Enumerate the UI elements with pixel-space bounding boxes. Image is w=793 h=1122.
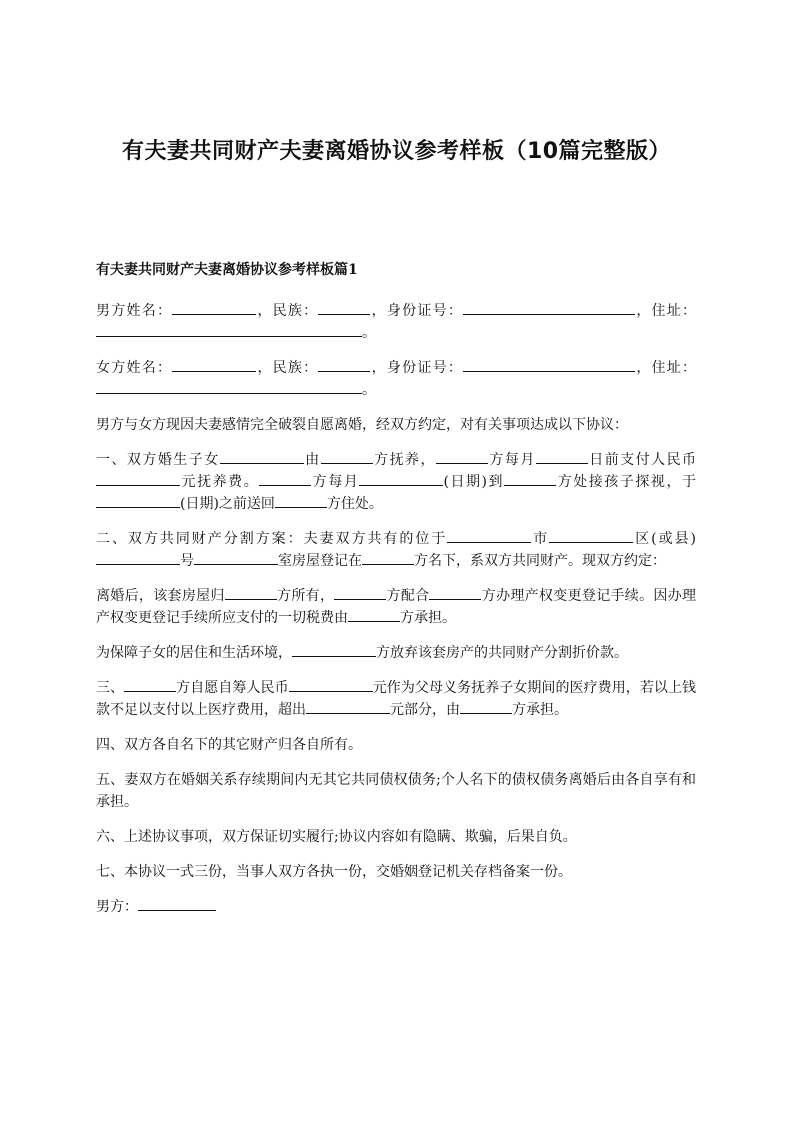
excess-party-blank — [460, 699, 512, 714]
clause-3-text: 方自愿自筹人民币 — [176, 680, 289, 696]
house-text: 方办理产权变更登记手续。因办理产权变更登记手续所应支付的一切税费由 — [96, 588, 697, 626]
clause-3-text: 元部分，由 — [390, 702, 460, 718]
man-info-paragraph — [96, 300, 696, 344]
man-signature-blank — [138, 896, 216, 911]
clause-1-text: 方每月 — [311, 474, 360, 490]
woman-id-label: ，身份证号： — [370, 360, 464, 376]
man-signature-label: 男方： — [96, 899, 138, 915]
clause-1-text: 日前支付人民币 — [587, 452, 697, 468]
visiting-party-blank — [259, 471, 311, 486]
room-number-blank — [194, 550, 278, 565]
clause-1-text: 一、双方婚生子女 — [96, 452, 220, 468]
house-text: 离婚后，该套房屋归 — [96, 588, 225, 604]
clause-2-text: 方名下，系双方共同财产。现双方约定： — [414, 553, 666, 569]
building-number-blank — [96, 550, 180, 565]
custody-party-blank — [321, 449, 373, 464]
return-date-blank — [96, 493, 180, 508]
house-text: 方所有， — [276, 588, 335, 604]
man-info-end: 。 — [362, 325, 376, 341]
intro-paragraph: 男方与女方现因夫妻感情完全破裂自愿离婚，经双方约定，对有关事项达成以下协议： — [96, 417, 628, 433]
support-amount-blank — [96, 471, 180, 486]
agreement-body — [96, 300, 696, 918]
clause-3-text: 三、 — [96, 680, 125, 696]
clause-3-paragraph — [96, 677, 696, 721]
clause-1-paragraph — [96, 449, 696, 515]
clause-2-paragraph — [96, 528, 696, 572]
clause-3-text: 元作为父母义务抚养子女期间的医疗费用，若以上钱款不足以支付以上医疗费用，超出 — [96, 680, 697, 718]
payment-day-blank — [536, 449, 588, 464]
woman-address-label: ，住址： — [635, 360, 697, 376]
clause-2-text: 市 — [531, 531, 550, 547]
man-id-label: ，身份证号： — [370, 303, 464, 319]
woman-info-paragraph — [96, 357, 696, 401]
child-environment-text: 为保障子女的居住和生活环境， — [96, 645, 292, 661]
city-blank — [447, 528, 531, 543]
woman-name-blank — [172, 357, 256, 372]
clause-1-text: (日期)之前送回 — [180, 496, 275, 512]
man-address-label: ，住址： — [635, 303, 697, 319]
paying-party-blank — [436, 449, 488, 464]
woman-id-blank — [463, 357, 635, 372]
medical-party-blank — [124, 677, 176, 692]
man-name-label: 男方姓名： — [96, 303, 173, 319]
district-blank — [549, 528, 633, 543]
clause-1-text: 方每月 — [487, 452, 536, 468]
clause-1-text: 方抚养， — [372, 452, 436, 468]
man-id-blank — [463, 300, 635, 315]
clause-2-text: 室房屋登记在 — [278, 553, 362, 569]
clause-7-paragraph: 七、本协议一式三份，当事人双方各执一份，交婚姻登记机关存档备案一份。 — [96, 864, 572, 880]
house-owner-blank — [225, 585, 277, 600]
woman-ethnicity-label: ，民族： — [256, 360, 319, 376]
house-paragraph — [96, 585, 696, 629]
clause-1-text: 方住处。 — [326, 496, 383, 512]
woman-info-end: 。 — [362, 382, 376, 398]
house-text: 方承担。 — [400, 610, 456, 626]
man-ethnicity-blank — [318, 300, 370, 315]
woman-ethnicity-blank — [318, 357, 370, 372]
return-party-blank — [275, 493, 327, 508]
visit-date-blank — [359, 471, 443, 486]
man-ethnicity-label: ，民族： — [256, 303, 319, 319]
transfer-party-blank — [429, 585, 481, 600]
clause-6-paragraph: 六、上述协议事项，双方保证切实履行;协议内容如有隐瞒、欺骗，后果自负。 — [96, 829, 577, 845]
waiving-party-blank — [292, 642, 376, 657]
medical-amount-blank — [289, 677, 373, 692]
clause-1-text: 方处接孩子探视，于 — [556, 474, 697, 490]
clause-1-text: 由 — [303, 452, 321, 468]
pickup-party-blank — [504, 471, 556, 486]
tax-party-blank — [348, 607, 400, 622]
clause-1-text: (日期)到 — [443, 474, 505, 490]
child-environment-paragraph — [96, 642, 696, 664]
registered-party-blank — [362, 550, 414, 565]
man-address-blank — [96, 322, 362, 337]
house-text: 方配合 — [386, 588, 430, 604]
cooperating-party-blank — [334, 585, 386, 600]
excess-amount-blank — [306, 699, 390, 714]
man-name-blank — [172, 300, 256, 315]
clause-3-text: 方承担。 — [512, 702, 568, 718]
signature-line — [96, 896, 696, 918]
clause-1-text: 元抚养费。 — [180, 474, 260, 490]
section-heading: 有夫妻共同财产夫妻离婚协议参考样板篇1 — [96, 262, 358, 278]
clause-2-text: 二、双方共同财产分割方案：夫妻双方共有的位于 — [96, 531, 448, 547]
clause-4-paragraph: 四、双方各自名下的其它财产归各自所有。 — [96, 737, 362, 753]
clause-2-text: 区(或县) — [633, 531, 696, 547]
woman-name-label: 女方姓名： — [96, 360, 173, 376]
child-blank — [220, 449, 304, 464]
woman-address-blank — [96, 379, 362, 394]
child-environment-text: 方放弃该套房产的共同财产分割折价款。 — [376, 645, 628, 661]
clause-5-paragraph: 五、妻双方在婚姻关系存续期间内无其它共同债权债务;个人名下的债权债务离婚后由各自享有和承担。 — [96, 772, 696, 810]
clause-2-text: 号 — [180, 553, 194, 569]
document-title: 有夫妻共同财产夫妻离婚协议参考样板（10篇完整版） — [121, 139, 672, 164]
